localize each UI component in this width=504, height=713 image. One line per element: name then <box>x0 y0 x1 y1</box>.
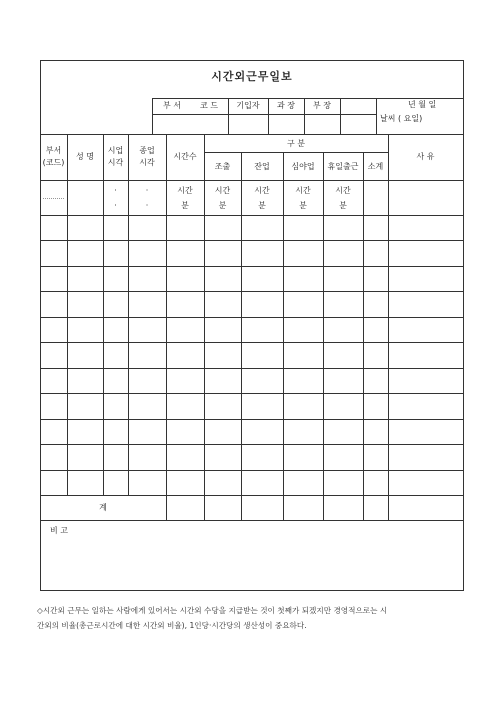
approval-mid <box>152 114 376 115</box>
header-early: 조출 <box>214 162 231 171</box>
header-category: 구 분 <box>287 139 305 148</box>
footnote <box>37 603 469 633</box>
row1-dept-dots: ……….. <box>42 194 65 201</box>
footnote-line-1: ◇시간외 근무는 일하는 사람에게 있어서는 시간외 수당을 지급받는 것이 첫째가 되겠지만 경영적으로는 시 <box>37 606 388 615</box>
header-subtotal: 소계 <box>367 162 384 171</box>
row1-end-dot-top: · <box>145 186 149 195</box>
approval-label-writer: 기입자 <box>236 101 260 110</box>
row1-early-minute: 분 <box>218 201 227 210</box>
form-border-bottom <box>40 590 464 591</box>
form-border-top <box>40 60 464 61</box>
date-label: 년 월 일 <box>408 100 437 109</box>
approval-sep-5 <box>376 98 377 134</box>
row1-early-hour: 시간 <box>214 186 231 195</box>
header-reason: 사 유 <box>416 152 435 161</box>
header-holiday: 휴일출근 <box>327 162 359 171</box>
weather-day-label: 날씨 ( 요일) <box>380 114 423 123</box>
header-night: 심야업 <box>291 162 315 171</box>
header-hours: 시간수 <box>173 152 197 161</box>
row1-hours-minute: 분 <box>181 201 189 210</box>
row1-overtime-minute: 분 <box>258 201 266 210</box>
total-bottom <box>40 520 464 521</box>
header-start-2: 시각 <box>107 158 124 167</box>
row1-hours-hour: 시간 <box>177 186 193 195</box>
header-overtime: 잔업 <box>254 162 270 171</box>
col-line-10 <box>388 134 389 520</box>
row1-night-hour: 시간 <box>295 186 311 195</box>
approval-label-code: 코 드 <box>200 101 218 110</box>
approval-label-dept: 부 서 <box>163 101 181 110</box>
header-start-1: 시업 <box>107 146 124 155</box>
approval-top <box>152 98 464 99</box>
row1-start-dot-top: · <box>114 186 117 195</box>
col-line-9 <box>363 152 364 520</box>
remarks-label: 비 고 <box>50 526 68 535</box>
total-label: 계 <box>99 503 107 512</box>
header-name: 성 명 <box>76 152 94 161</box>
row1-night-minute: 분 <box>299 201 307 210</box>
header-end-1: 종업 <box>139 146 155 155</box>
col-line-1 <box>67 134 68 495</box>
row1-start-dot-bottom: · <box>114 201 117 210</box>
footnote-line-2: 간외의 비율(총근로시간에 대한 시간외 비율), 1인당·시간당의 생산성이 중요하다. <box>37 621 307 630</box>
header-dept: 부서 <box>45 146 62 155</box>
row1-end-dot-bottom: · <box>145 201 149 210</box>
form-title: 시간외근무일보 <box>211 70 293 83</box>
row1-overtime-hour: 시간 <box>254 186 270 195</box>
approval-label-manager: 과 장 <box>277 101 295 110</box>
approval-label-director: 부 장 <box>313 101 331 110</box>
total-top <box>40 495 464 496</box>
approval-sep-4 <box>340 98 341 134</box>
header-end-2: 시각 <box>139 158 155 167</box>
row1-holiday-minute: 분 <box>339 201 347 210</box>
group-header-line <box>204 152 388 153</box>
form-border-right <box>463 60 464 591</box>
row1-holiday-hour: 시간 <box>335 186 351 195</box>
header-dept-code: (코드) <box>42 158 65 167</box>
